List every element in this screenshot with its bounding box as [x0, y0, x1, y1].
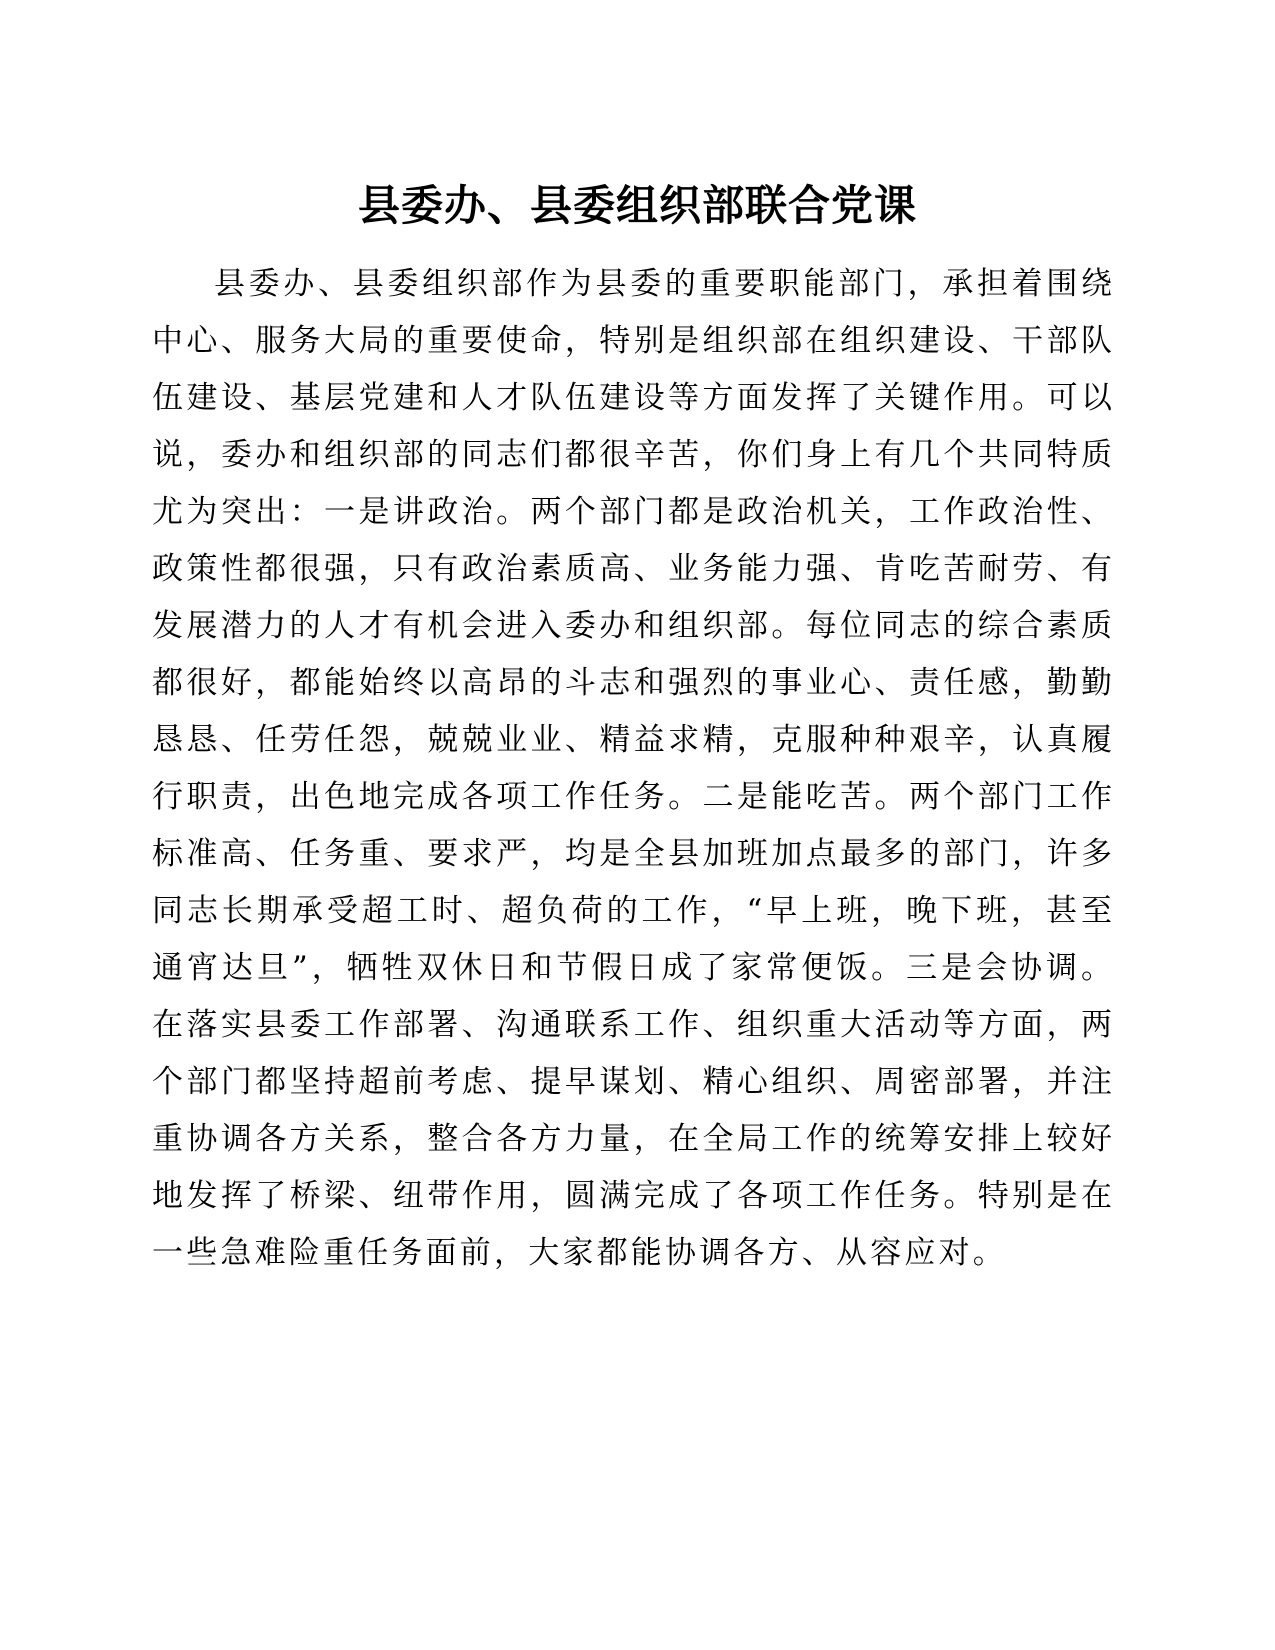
paragraph-line: 恳恳、任劳任怨，兢兢业业、精益求精，克服种种艰辛，认真履 — [152, 722, 1112, 758]
paragraph-line: 个部门都坚持超前考虑、提早谋划、精心组织、周密部署，并注 — [152, 1064, 1112, 1100]
paragraph-line: 都很好，都能始终以高昂的斗志和强烈的事业心、责任感，勤勤 — [152, 665, 1112, 701]
paragraph-line: 中心、服务大局的重要使命，特别是组织部在组织建设、干部队 — [152, 323, 1112, 359]
body-paragraph — [152, 256, 1112, 1282]
paragraph-line: 说，委办和组织部的同志们都很辛苦，你们身上有几个共同特质 — [152, 437, 1112, 473]
paragraph-line: 行职责，出色地完成各项工作任务。二是能吃苦。两个部门工作 — [152, 779, 1112, 815]
paragraph-line: 一些急难险重任务面前，大家都能协调各方、从容应对。 — [152, 1235, 1007, 1271]
paragraph-line: 重协调各方关系，整合各方力量，在全局工作的统筹安排上较好 — [152, 1121, 1112, 1157]
paragraph-line: 尤为突出：一是讲政治。两个部门都是政治机关，工作政治性、 — [152, 494, 1112, 530]
document-title: 县委办、县委组织部联合党课 — [357, 181, 917, 230]
paragraph-line: 同志长期承受超工时、超负荷的工作，“早上班，晚下班，甚至 — [152, 893, 1112, 929]
paragraph-line: 在落实县委工作部署、沟通联系工作、组织重大活动等方面，两 — [152, 1007, 1112, 1043]
paragraph-line: 标准高、任务重、要求严，均是全县加班加点最多的部门，许多 — [152, 836, 1112, 872]
paragraph-line: 伍建设、基层党建和人才队伍建设等方面发挥了关键作用。可以 — [152, 380, 1112, 416]
paragraph-line: 发展潜力的人才有机会进入委办和组织部。每位同志的综合素质 — [152, 608, 1112, 644]
paragraph-line: 政策性都很强，只有政治素质高、业务能力强、肯吃苦耐劳、有 — [152, 551, 1112, 587]
paragraph-line: 通宵达旦”，牺牲双休日和节假日成了家常便饭。三是会协调。 — [152, 950, 1112, 986]
paragraph-line: 地发挥了桥梁、纽带作用，圆满完成了各项工作任务。特别是在 — [152, 1178, 1112, 1214]
paragraph-line: 县委办、县委组织部作为县委的重要职能部门，承担着围绕 — [214, 266, 1112, 302]
